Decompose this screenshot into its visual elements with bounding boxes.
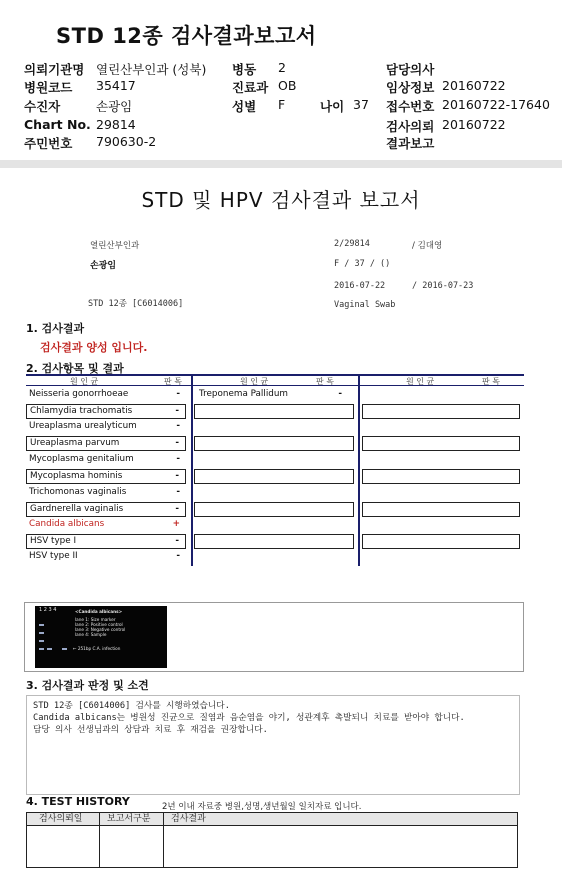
institution-value: 열린산부인과 (성북) xyxy=(96,62,207,77)
section-1-title: 1. 검사결과 xyxy=(26,322,85,335)
pathogen-name: Mycoplasma hominis xyxy=(30,471,123,481)
page-gap xyxy=(0,160,562,168)
info-patient: 손광임 xyxy=(90,261,117,271)
pathogen-name: Chlamydia trachomatis xyxy=(30,406,133,416)
section-3-title: 3. 검사결과 판정 및 소견 xyxy=(26,679,149,692)
report-sheet xyxy=(0,168,562,884)
info-date-to: / 2016-07-23 xyxy=(412,281,474,291)
gel-band xyxy=(39,640,44,642)
pathogen-name: Gardnerella vaginalis xyxy=(30,504,124,514)
gel-legend-3: lane 3: Negative control xyxy=(75,627,126,632)
info-doctor: / 김대영 xyxy=(412,241,443,251)
grid-head-judgement: 판 독 xyxy=(482,377,500,386)
gel-band xyxy=(39,632,44,634)
opinion-line: Candida albicans는 병원성 진균으로 질염과 음순염을 야기, 성관계후 촉발되니 치료를 받아야 합니다. xyxy=(33,713,465,723)
pathogen-name: HSV type II xyxy=(29,551,78,561)
pathogen-name: Neisseria gonorrhoeae xyxy=(29,389,129,399)
pathogen-result: - xyxy=(338,389,342,399)
grid-head-col2 xyxy=(192,374,360,386)
pathogen-name: Ureaplasma parvum xyxy=(30,438,120,448)
grid-head-pathogen: 원 인 균 xyxy=(406,377,435,386)
pathogen-name: Trichomonas vaginalis xyxy=(29,487,127,497)
pathogen-name: Mycoplasma genitalium xyxy=(29,454,134,464)
empty-result-slot xyxy=(362,469,520,484)
result-row xyxy=(26,550,186,565)
section-2-title: 2. 검사항목 및 결과 xyxy=(26,362,124,375)
gel-band xyxy=(39,648,44,650)
info-specimen: Vaginal Swab xyxy=(334,300,396,310)
info-institution: 열린산부인과 xyxy=(90,241,140,251)
result-row xyxy=(26,502,186,517)
gel-image-frame xyxy=(24,602,524,672)
dept-label: 진료과 xyxy=(232,80,269,95)
gel-title: <Candida albicans> xyxy=(75,609,123,614)
hospital-code-value: 35417 xyxy=(96,78,136,93)
info-test-code: STD 12종 [C6014006] xyxy=(88,299,184,309)
history-column-divider xyxy=(163,813,164,867)
gel-legend-1: lane 1: Size marker xyxy=(75,617,116,622)
empty-result-slot xyxy=(362,436,520,451)
receipt-value: 20160722-17640 xyxy=(442,97,550,112)
report-label: 결과보고 xyxy=(386,136,435,151)
info-sex-age: F / 37 / () xyxy=(334,259,391,269)
pathogen-result: - xyxy=(176,389,180,399)
history-col-date: 검사의뢰일 xyxy=(39,814,83,824)
history-col-type: 보고서구분 xyxy=(107,814,151,824)
grid-separator xyxy=(358,374,360,566)
pathogen-result: - xyxy=(175,406,179,416)
history-col-result: 검사결과 xyxy=(171,814,206,824)
history-note: 2년 이내 자료중 병원,성명,생년월일 일치자료 입니다. xyxy=(162,802,362,812)
pathogen-result: - xyxy=(176,487,180,497)
report-header xyxy=(0,0,562,160)
patient-value: 손광임 xyxy=(96,99,133,114)
rrn-value: 790630-2 xyxy=(96,134,157,149)
section-4-title: 4. TEST HISTORY xyxy=(26,795,130,808)
grid-head-judgement: 판 독 xyxy=(316,377,334,386)
empty-result-slot xyxy=(362,534,520,549)
gel-electrophoresis-image xyxy=(35,606,167,668)
pathogen-result: - xyxy=(175,438,179,448)
sex-value: F xyxy=(278,97,286,112)
gel-band xyxy=(47,648,52,650)
req-value: 20160722 xyxy=(442,117,506,132)
pathogen-result: + xyxy=(172,519,180,529)
receipt-label: 접수번호 xyxy=(386,99,435,114)
sex-label: 성별 xyxy=(232,99,257,114)
pathogen-result: - xyxy=(175,471,179,481)
pathogen-result: - xyxy=(175,504,179,514)
result-row xyxy=(26,469,186,484)
grid-head-pathogen: 원 인 균 xyxy=(240,377,269,386)
info-date-from: 2016-07-22 xyxy=(334,281,386,291)
clinical-value: 20160722 xyxy=(442,78,506,93)
result-grid xyxy=(26,374,524,566)
history-header-row xyxy=(27,813,517,826)
pathogen-name: HSV type I xyxy=(30,536,77,546)
gel-band-label: ← 251bp C.A. infection xyxy=(73,646,121,651)
gel-band xyxy=(62,648,67,650)
empty-result-slot xyxy=(194,436,354,451)
chart-value: 29814 xyxy=(96,117,136,132)
opinion-line: 담당 의사 선생님과의 상담과 치료 후 재검을 권장합니다. xyxy=(33,725,268,735)
gel-legend-2: lane 2: Positive control xyxy=(75,622,123,627)
ward-label: 병동 xyxy=(232,62,257,77)
pathogen-result: - xyxy=(176,454,180,464)
institution-label: 의뢰기관명 xyxy=(24,62,85,77)
hospital-code-label: 병원코드 xyxy=(24,80,73,95)
header-title: STD 12종 검사결과보고서 xyxy=(56,24,317,48)
result-row xyxy=(26,534,186,549)
empty-result-slot xyxy=(194,534,354,549)
report-title: STD 및 HPV 검사결과 보고서 xyxy=(141,188,421,212)
history-column-divider xyxy=(99,813,100,867)
grid-head-col3 xyxy=(360,374,524,386)
opinion-box xyxy=(26,695,520,795)
age-value: 37 xyxy=(353,97,369,112)
empty-result-slot xyxy=(362,404,520,419)
opinion-line: STD 12종 [C6014006] 검사를 시행하였습니다. xyxy=(33,701,230,711)
result-row xyxy=(196,388,356,403)
gel-legend-4: lane 4: Sample xyxy=(75,632,107,637)
req-label: 검사의뢰 xyxy=(386,119,435,134)
grid-separator xyxy=(191,374,193,566)
grid-head-pathogen: 원 인 균 xyxy=(70,377,99,386)
chart-label: Chart No. xyxy=(24,117,91,132)
result-row xyxy=(26,388,186,403)
pathogen-result: - xyxy=(176,421,180,431)
empty-result-slot xyxy=(194,502,354,517)
result-row xyxy=(26,453,186,468)
grid-head-col1 xyxy=(26,374,192,386)
rrn-label: 주민번호 xyxy=(24,136,73,151)
result-row xyxy=(26,420,186,435)
pathogen-name: Candida albicans xyxy=(29,519,105,529)
result-row xyxy=(26,436,186,451)
pathogen-result: - xyxy=(176,551,180,561)
info-chart: 2/29814 xyxy=(334,239,370,249)
gel-lane-numbers: 1 2 3 4 xyxy=(39,607,57,613)
pathogen-result: - xyxy=(175,536,179,546)
ward-value: 2 xyxy=(278,60,286,75)
empty-result-slot xyxy=(194,404,354,419)
result-row xyxy=(26,486,186,501)
doctor-label: 담당의사 xyxy=(386,62,435,77)
pathogen-name: Treponema Pallidum xyxy=(199,389,288,399)
grid-head-judgement: 판 독 xyxy=(164,377,182,386)
result-summary: 검사결과 양성 입니다. xyxy=(40,341,148,354)
dept-value: OB xyxy=(278,78,297,93)
patient-label: 수진자 xyxy=(24,99,61,114)
history-table xyxy=(26,812,518,868)
result-row xyxy=(26,404,186,419)
pathogen-name: Ureaplasma urealyticum xyxy=(29,421,137,431)
empty-result-slot xyxy=(362,502,520,517)
result-row-positive xyxy=(26,518,186,533)
gel-band xyxy=(39,624,44,626)
clinical-label: 임상정보 xyxy=(386,80,435,95)
empty-result-slot xyxy=(194,469,354,484)
age-label: 나이 xyxy=(320,99,345,114)
